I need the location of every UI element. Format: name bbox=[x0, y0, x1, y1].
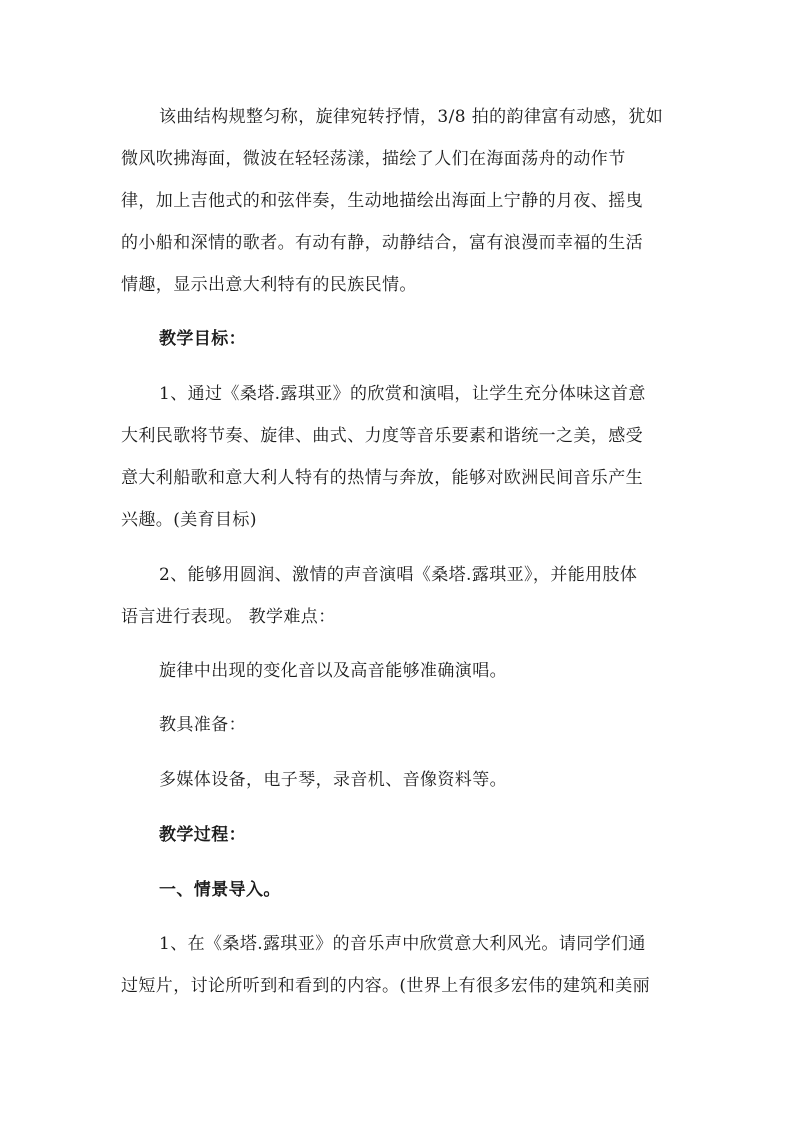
text-line: 律，加上吉他式的和弦伴奏，生动地描绘出海面上宁静的月夜、摇曳 bbox=[121, 191, 643, 211]
text-line: 1、在《桑塔.露琪亚》的音乐声中欣赏意大利风光。请同学们通 bbox=[159, 934, 646, 954]
text-line: 多媒体设备，电子琴，录音机、音像资料等。 bbox=[159, 770, 507, 790]
text-line: 1、通过《桑塔.露琪亚》的欣赏和演唱，让学生充分体味这首意 bbox=[159, 384, 646, 404]
text-line: 微风吹拂海面，微波在轻轻荡漾，描绘了人们在海面荡舟的动作节 bbox=[121, 149, 626, 169]
text-line: 的小船和深情的歌者。有动有静，动静结合，富有浪漫而幸福的生活 bbox=[121, 233, 643, 253]
text-line: 该曲结构规整匀称，旋律宛转抒情，3/8 拍的韵律富有动感，犹如 bbox=[159, 107, 664, 127]
section-heading: 教具准备： bbox=[159, 715, 246, 735]
section-heading: 教学过程： bbox=[159, 825, 246, 845]
text-line: 旋律中出现的变化音以及高音能够准确演唱。 bbox=[159, 661, 507, 681]
text-line: 情趣，显示出意大利特有的民族民情。 bbox=[121, 275, 417, 295]
section-heading: 教学目标： bbox=[159, 329, 246, 349]
text-line: 兴趣。(美育目标) bbox=[121, 510, 257, 530]
section-heading: 一、情景导入。 bbox=[159, 880, 281, 900]
text-line: 2、能够用圆润、激情的声音演唱《桑塔.露琪亚》，并能用肢体 bbox=[159, 565, 638, 585]
text-line: 语言进行表现。 教学难点： bbox=[121, 607, 336, 627]
text-line: 大利民歌将节奏、旋律、曲式、力度等音乐要素和谐统一之美，感受 bbox=[121, 426, 643, 446]
text-line: 过短片，讨论所听到和看到的内容。(世界上有很多宏伟的建筑和美丽 bbox=[121, 976, 651, 996]
text-line: 意大利船歌和意大利人特有的热情与奔放，能够对欧洲民间音乐产生 bbox=[121, 468, 643, 488]
